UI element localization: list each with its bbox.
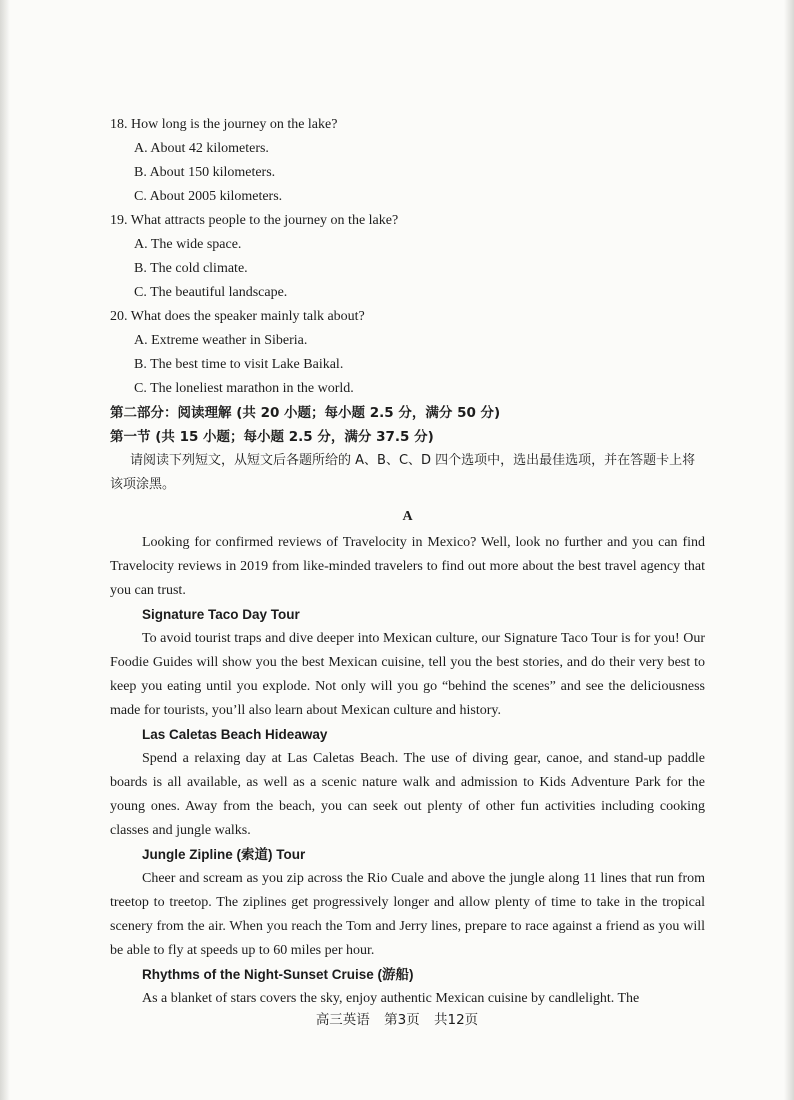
question-19 — [110, 209, 705, 305]
page-content — [110, 113, 705, 1011]
tour-jungle-zipline — [110, 843, 705, 963]
option: A. The wide space. — [134, 237, 242, 252]
passage-letter: A — [402, 509, 413, 524]
tour-signature-taco — [110, 603, 705, 723]
option: C. The loneliest marathon in the world. — [134, 381, 354, 396]
page-footer: 高三英语 第3页 共12页 — [315, 1012, 479, 1028]
scan-edge-right — [784, 0, 794, 1100]
instruction: 请阅读下列短文，从短文后各题所给的 A、B、C、D 四个选项中，选出最佳选项，并在答题卡上将该项涂黑。 — [110, 453, 696, 492]
tour-heading: Rhythms of the Night-Sunset Cruise (游船) — [142, 967, 414, 982]
tour-sunset-cruise — [110, 963, 705, 1011]
tour-text: To avoid tourist traps and dive deeper into Mexican culture, our Signature Taco Tour is for you! Our Foodie Guides will show you the best Mexican cuisine, tell you the best stories, and do their very best to keep you eating until you explode. Not only will you go “behind the scenes” and see the deliciousness made for tourists, you’ll also learn about Mexican culture and history. — [110, 631, 705, 718]
option: B. About 150 kilometers. — [134, 165, 276, 180]
tour-text: Spend a relaxing day at Las Caletas Beach. The use of diving gear, canoe, and stand-up paddle boards is all available, as well as a scenic nature walk and admission to Kids Adventure Park for the young ones. Away from the beach, you can seek out plenty of other fun activities including cooking classes and jungle walks. — [110, 751, 705, 838]
option: A. Extreme weather in Siberia. — [134, 333, 308, 348]
option: B. The best time to visit Lake Baikal. — [134, 357, 344, 372]
tour-text: Cheer and scream as you zip across the Rio Cuale and above the jungle along 11 lines that run from treetop to treetop. The ziplines get progressively longer and allow plenty of time to take in the tropical scenery from the air. When you reach the Tom and Jerry lines, prepare to race against a friend as you will be able to fly at speeds up to 60 miles per hour. — [110, 871, 705, 958]
tour-text: As a blanket of stars covers the sky, enjoy authentic Mexican cuisine by candlelight. The — [142, 991, 640, 1006]
passage-intro: Looking for confirmed reviews of Travelocity in Mexico? Well, look no further and you can find Travelocity reviews in 2019 from like-minded travelers to find out more about the best travel agency that you can trust. — [110, 535, 705, 598]
question-stem: 20. What does the speaker mainly talk about? — [110, 309, 365, 324]
question-stem: 18. How long is the journey on the lake? — [110, 117, 338, 132]
tour-heading: Signature Taco Day Tour — [142, 607, 300, 622]
option: A. About 42 kilometers. — [134, 141, 269, 156]
section-title: 第一节 (共 15 小题；每小题 2.5 分，满分 37.5 分) — [110, 429, 434, 445]
scan-edge-left — [0, 0, 10, 1100]
option: C. The beautiful landscape. — [134, 285, 288, 300]
question-stem: 19. What attracts people to the journey on the lake? — [110, 213, 399, 228]
option: B. The cold climate. — [134, 261, 248, 276]
question-18 — [110, 113, 705, 209]
part-title: 第二部分：阅读理解 (共 20 小题；每小题 2.5 分，满分 50 分) — [110, 405, 501, 421]
tour-heading: Jungle Zipline (索道) Tour — [142, 847, 306, 862]
tour-las-caletas — [110, 723, 705, 843]
option: C. About 2005 kilometers. — [134, 189, 283, 204]
question-20 — [110, 305, 705, 401]
tour-heading: Las Caletas Beach Hideaway — [142, 727, 328, 742]
